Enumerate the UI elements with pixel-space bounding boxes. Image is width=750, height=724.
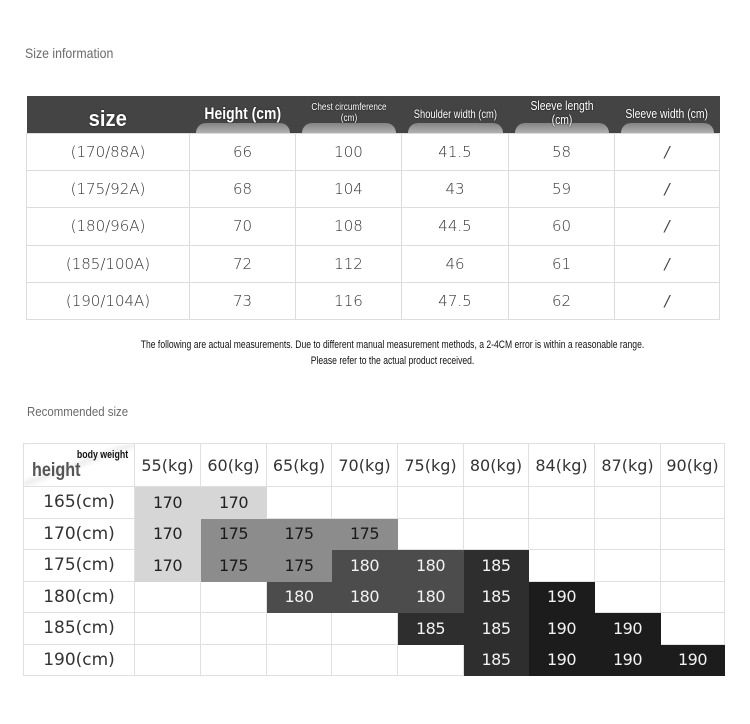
cell-height: 70 <box>190 208 296 245</box>
cell-size: (170/88A) <box>27 133 190 170</box>
height-row-header: 185(cm) <box>24 613 135 645</box>
height-row-header: 190(cm) <box>24 644 135 676</box>
header-tab-shape <box>408 123 503 133</box>
size-cell: 175 <box>267 550 332 582</box>
size-cell: 185 <box>398 613 464 645</box>
cell-chest: 108 <box>296 208 402 245</box>
size-cell <box>267 644 332 676</box>
size-cell: 185 <box>464 550 529 582</box>
size-cell <box>529 518 595 550</box>
size-cell <box>135 613 201 645</box>
table-row <box>27 283 720 320</box>
cell-shoulder: 46 <box>402 245 509 282</box>
weight-header: 90(kg) <box>661 444 725 487</box>
size-cell <box>332 613 398 645</box>
size-cell <box>201 644 267 676</box>
measurement-note: The following are actual measurements. Due to different manual measurement methods, a 2-4CM error is within a reasonable range. Please refer to the actual product received. <box>140 339 645 367</box>
size-cell: 170 <box>135 550 201 582</box>
size-cell: 180 <box>267 581 332 613</box>
cell-sleeve-length: 60 <box>509 208 615 245</box>
size-cell: 190 <box>529 581 595 613</box>
table-row <box>27 208 720 245</box>
size-cell <box>529 550 595 582</box>
cell-size: (180/96A) <box>27 208 190 245</box>
cell-sleeve-width: / <box>615 133 720 170</box>
recommended-table-body <box>24 487 725 676</box>
size-cell: 180 <box>398 581 464 613</box>
size-cell: 190 <box>595 613 661 645</box>
size-cell <box>661 613 725 645</box>
size-cell <box>201 581 267 613</box>
height-row-header: 170(cm) <box>24 518 135 550</box>
cell-sleeve-width: / <box>615 283 720 320</box>
body-weight-label: body weight <box>76 449 128 461</box>
size-cell: 170 <box>135 518 201 550</box>
table-row <box>24 487 725 519</box>
table-row <box>27 170 720 207</box>
header-height: Height (cm) <box>190 96 296 133</box>
height-row-header: 165(cm) <box>24 487 135 519</box>
table-row <box>24 644 725 676</box>
size-cell <box>332 487 398 519</box>
header-sleeve-width: Sleeve width (cm) <box>615 96 720 133</box>
height-label: height <box>32 460 81 481</box>
size-cell <box>398 518 464 550</box>
table-row <box>24 581 725 613</box>
cell-sleeve-width: / <box>615 170 720 207</box>
size-information-title: Size information <box>25 45 114 61</box>
cell-chest: 104 <box>296 170 402 207</box>
cell-size: (185/100A) <box>27 245 190 282</box>
cell-height: 66 <box>190 133 296 170</box>
cell-shoulder: 47.5 <box>402 283 509 320</box>
cell-sleeve-length: 59 <box>509 170 615 207</box>
cell-shoulder: 44.5 <box>402 208 509 245</box>
table-row <box>24 550 725 582</box>
size-cell <box>201 613 267 645</box>
weight-header: 87(kg) <box>595 444 661 487</box>
size-cell: 175 <box>201 518 267 550</box>
cell-sleeve-length: 62 <box>509 283 615 320</box>
size-information-table <box>26 96 720 320</box>
header-size: size <box>27 96 190 133</box>
weight-header: 70(kg) <box>332 444 398 487</box>
header-sleeve-length: Sleeve length (cm) <box>509 96 615 133</box>
cell-chest: 116 <box>296 283 402 320</box>
cell-sleeve-length: 58 <box>509 133 615 170</box>
cell-sleeve-length: 61 <box>509 245 615 282</box>
cell-shoulder: 41.5 <box>402 133 509 170</box>
height-row-header: 180(cm) <box>24 581 135 613</box>
size-table-header-row <box>27 96 720 133</box>
table-row <box>27 245 720 282</box>
weight-header-row <box>24 444 725 487</box>
size-cell <box>464 518 529 550</box>
size-cell: 190 <box>529 644 595 676</box>
size-cell <box>398 487 464 519</box>
size-cell <box>135 581 201 613</box>
size-cell <box>661 550 725 582</box>
weight-header: 80(kg) <box>464 444 529 487</box>
size-cell: 175 <box>332 518 398 550</box>
size-cell <box>267 487 332 519</box>
table-row <box>27 133 720 170</box>
cell-size: (175/92A) <box>27 170 190 207</box>
size-cell <box>398 644 464 676</box>
cell-height: 68 <box>190 170 296 207</box>
size-cell <box>595 487 661 519</box>
size-cell <box>464 487 529 519</box>
table-row <box>24 518 725 550</box>
cell-sleeve-width: / <box>615 245 720 282</box>
size-cell <box>267 613 332 645</box>
cell-height: 73 <box>190 283 296 320</box>
weight-header: 65(kg) <box>267 444 332 487</box>
size-cell: 185 <box>464 581 529 613</box>
size-cell <box>661 487 725 519</box>
size-cell <box>135 644 201 676</box>
cell-height: 72 <box>190 245 296 282</box>
size-cell: 185 <box>464 613 529 645</box>
cell-sleeve-width: / <box>615 208 720 245</box>
weight-header: 84(kg) <box>529 444 595 487</box>
height-row-header: 175(cm) <box>24 550 135 582</box>
size-cell: 190 <box>661 644 725 676</box>
recommended-size-title: Recommended size <box>27 404 129 419</box>
size-cell: 190 <box>595 644 661 676</box>
size-cell <box>595 550 661 582</box>
size-cell <box>595 581 661 613</box>
size-cell: 180 <box>398 550 464 582</box>
size-cell: 175 <box>267 518 332 550</box>
corner-header <box>24 444 135 487</box>
cell-chest: 100 <box>296 133 402 170</box>
header-shoulder: Shoulder width (cm) <box>402 96 509 133</box>
table-row <box>24 613 725 645</box>
cell-chest: 112 <box>296 245 402 282</box>
size-cell <box>595 518 661 550</box>
size-cell <box>661 518 725 550</box>
cell-size: (190/104A) <box>27 283 190 320</box>
header-tab-shape <box>302 123 396 133</box>
recommended-size-table <box>23 443 725 676</box>
size-cell: 180 <box>332 550 398 582</box>
header-chest: Chest circumference (cm) <box>296 96 402 133</box>
size-cell: 190 <box>529 613 595 645</box>
size-cell: 180 <box>332 581 398 613</box>
cell-shoulder: 43 <box>402 170 509 207</box>
weight-header: 55(kg) <box>135 444 201 487</box>
header-tab-shape <box>621 123 714 133</box>
size-cell: 170 <box>201 487 267 519</box>
size-cell <box>332 644 398 676</box>
weight-header: 60(kg) <box>201 444 267 487</box>
size-cell <box>529 487 595 519</box>
weight-header: 75(kg) <box>398 444 464 487</box>
size-cell: 185 <box>464 644 529 676</box>
size-cell: 175 <box>201 550 267 582</box>
size-cell <box>661 581 725 613</box>
header-tab-shape <box>196 123 290 133</box>
size-cell: 170 <box>135 487 201 519</box>
